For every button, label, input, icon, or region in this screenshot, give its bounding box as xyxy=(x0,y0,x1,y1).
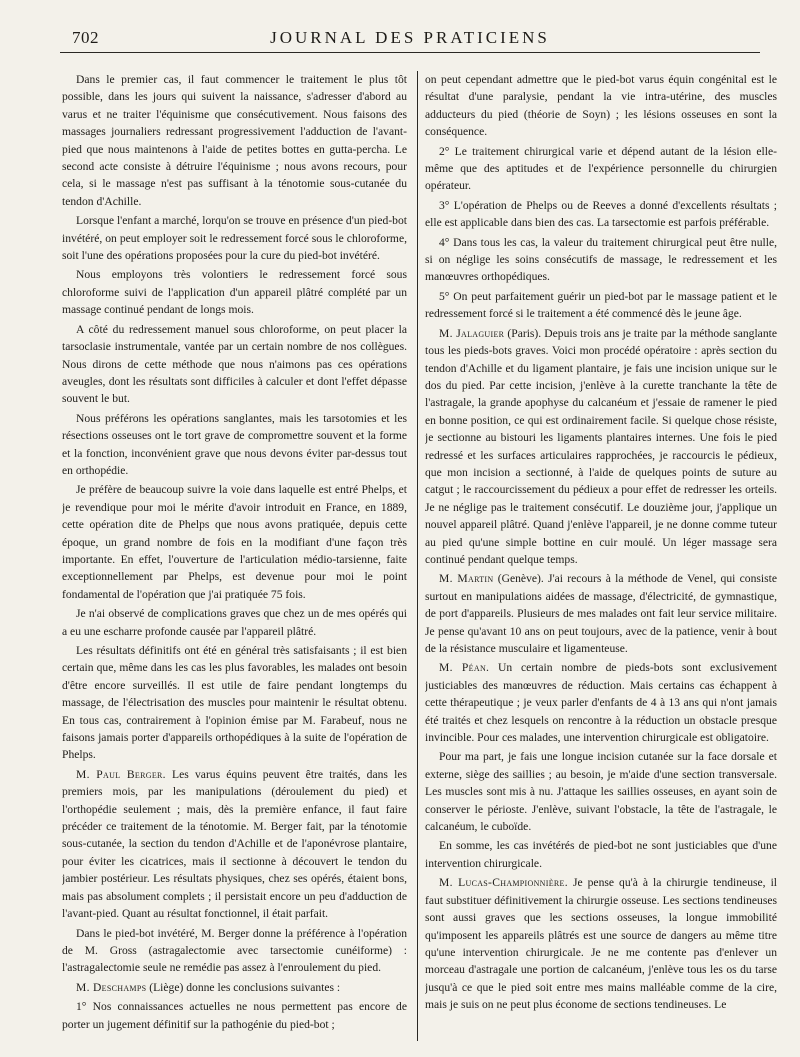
paragraph-text: Un certain nombre de pieds-bots sont exclusivement justiciables des manœuvres de réduction. Mais certains cas échappent à cette thérapeutique ; je veux parler d'enfants de 4 à 13 ans qui n'ont jamais été traités et chez lesquels on rencontre à la réduction un obstacle presque invincible. Pour ces malades, une intervention chirurgicale est obligatoire. xyxy=(425,661,777,745)
paragraph: 3° L'opération de Phelps ou de Reeves a donné d'excellents résultats ; elle est applicable dans bien des cas. La tarsectomie est parfois préférable. xyxy=(425,198,777,230)
left-column xyxy=(62,71,407,1046)
paragraph: Dans le pied-bot invétéré, M. Berger donne la préférence à l'opération de M. Gross (astragalectomie avec tarsectomie cunéiforme) : l'astragalectomie seule ne remédie pas assez à l'enroulement du pied. xyxy=(62,926,407,975)
paragraph: Je n'ai observé de complications graves que chez un de mes opérés qui a eu une escharre profonde causée par l'appareil plâtré. xyxy=(62,607,407,638)
paragraph-text: (Liège) donne les conclusions suivantes : xyxy=(146,980,341,994)
paragraph: 2° Le traitement chirurgical varie et dépend autant de la lésion elle-même que des aptitudes et de l'expérience personnelle du chirurgien opérateur. xyxy=(425,144,777,193)
paragraph xyxy=(62,766,407,923)
speaker-name: M. Martin xyxy=(439,572,494,586)
paragraph: En somme, les cas invétérés de pied-bot ne sont justiciables que d'une intervention chirurgicale. xyxy=(425,839,777,870)
paragraph: Dans le premier cas, il faut commencer le traitement le plus tôt possible, dans les jours qui suivent la naissance, s'adresser d'abord au varus et ne traiter l'équinisme que consécutivement. Nous faisons des massages journaliers redressant progressivement l'adduction de l'avant-pied que nous maintenons à l'aide de petites bottes en gutta-percha. Le second acte consiste à détruire l'équinisme ; nous avons recours, pour cela, si le massage n'est pas suffisant à la ténotomie sous-cutanée du tendon d'Achille. xyxy=(62,73,407,208)
paragraph xyxy=(425,659,777,746)
paragraph xyxy=(62,979,407,996)
speaker-name: M. Jalaguier xyxy=(439,326,505,340)
column-divider xyxy=(417,71,418,1041)
speaker-name: M. Péan. xyxy=(439,661,490,675)
paragraph: on peut cependant admettre que le pied-bot varus équin congénital est le résultat d'une paralysie, pendant la vie intra-utérine, des muscles adducteurs du pied (théorie de Soyn) ; les lésions osseuses en sont la conséquence. xyxy=(425,73,777,139)
paragraph-text: Je pense qu'à à la chirurgie tendineuse, il faut substituer définitivement la chirurgie osseuse. Les sections tendineuses sont aussi graves que les sections osseuses, la longue immobilité qu'imposent les appareils plâtrés est une source de dangers au même titre qu'une intervention chirurgicale. Je ne me contente pas d'enlever un morceau d'astragale une portion de calcanéum, j'enlève tous les os du tarse jusqu'à ce que le pied soit entre mes mains malléable comme de la cire, mais je suis on ne peut plus économe de sections tendineuses. Le xyxy=(425,876,777,1012)
paragraph-text: Les varus équins peuvent être traités, dans les premiers mois, par les manipulations (déroulement du pied) et l'orthopédie seulement ; mais, dès la première enfance, il faut faire précéder ce traitement de la ténotomie. M. Berger fait, par la ténotomie sous-cutanée, la section du tendon d'Achille et de l'aponévrose plantaire, pour éviter les cicatrices, mais il sectionne à découvert le tendon du jambier postérieur. Les résultats physiques, chez ses opérés, étaient bons, mais pas absolument complets ; il persistait encore un peu d'adduction de l'avant-pied. Quant au résultat fonctionnel, il était parfait. xyxy=(62,767,407,921)
page-number: 702 xyxy=(72,28,99,47)
paragraph xyxy=(425,570,777,657)
paragraph: Pour ma part, je fais une longue incision cutanée sur la face dorsale et externe, siège des saillies ; au besoin, je m'aide d'une section transversale. Les muscles sont mis à nu. J'attaque les saillies osseuses, en ayant soin de conserver le périoste. J'enlève, suivant l'obstacle, la tête de l'astragale, le calcanéum, le cuboïde. xyxy=(425,750,777,834)
paragraph xyxy=(425,325,777,569)
paragraph: Nous préférons les opérations sanglantes, mais les tarsotomies et les résections osseuses ont le tort grave de compromettre souvent et la forme et la fonction, inconvénient grave que nous devons éviter par-dessus tout en orthopédie. xyxy=(62,411,407,477)
paragraph xyxy=(425,874,777,1013)
speaker-name: M. Deschamps xyxy=(76,980,147,994)
running-title: JOURNAL DES PRATICIENS xyxy=(270,28,550,47)
paragraph: Nous employons très volontiers le redressement forcé sous chloroforme suivi de l'application d'un appareil plâtré complété par un massage continué pendant de longs mois. xyxy=(62,268,407,317)
paragraph: 5° On peut parfaitement guérir un pied-bot par le massage patient et le redressement forcé si le traitement a été commencé dès le jeune âge. xyxy=(425,289,777,321)
paragraph: Les résultats définitifs ont été en général très satisfaisants ; il est bien certain que, même dans les cas les plus favorables, les malades ont besoin d'être encore surveillés. Il est utile de faire pendant longtemps du massage, de l'électrisation des muscles pour maintenir le résultat obtenu. En tous cas, contrairement à l'opinion émise par M. Farabeuf, nous ne faisons jamais porter d'appareils orthopédiques à la suite de l'opération de Phelps. xyxy=(62,644,407,762)
paragraph: 4° Dans tous les cas, la valeur du traitement chirurgical peut être nulle, si on néglige les soins consécutifs de massage, le redressement et les manœuvres orthopédiques. xyxy=(425,235,777,284)
right-column xyxy=(425,71,777,1046)
speaker-name: M. Paul Berger. xyxy=(76,767,166,781)
paragraph-text: (Paris). Depuis trois ans je traite par la méthode sanglante tous les pieds-bots graves. Voici mon procédé opératoire : après section du tendon d'Achille et du ligament plantaire, je fais une incision unique sur le dos du pied. Par cette incision, j'enlève à la curette tranchante la tête de l'astragale, la grande apophyse du calcanéum et j'essaie de ramener le pied en bonne position, ce qui est ordinairement facile. Si quelque chose résiste, je sectionne au bistouri les ligaments plantaires internes. Une fois le pied redressé et les surfaces articulaires rapprochées, je raccourcis le pédieux, que mon incision a sectionné, à l'aide de quelques points de suture au catgut ; le raccourcissement du pédieux a pour effet de redresser les orteils. Je ne néglige pas le traitement consécutif. Le douzième jour, j'applique un nouvel appareil plâtré. Quand j'enlève l'appareil, je ne donne comme tuteur au pied qu'une simple bottine en cuir moulé. Un léger massage sera continué pendant quelque temps. xyxy=(425,326,777,566)
page-header xyxy=(60,24,760,53)
paragraph: A côté du redressement manuel sous chloroforme, on peut placer la tarsoclasie instrumentale, vantée par un certain nombre de nos collègues. Nous dirons de cette méthode que nous n'aimons pas ces opérations aveugles, dont les résultats sont difficiles à calculer et dont l'effet dépasse souvent le but. xyxy=(62,322,407,406)
speaker-name: M. Lucas-Championnière. xyxy=(439,876,568,890)
paragraph: 1° Nos connaissances actuelles ne nous permettent pas encore de porter un jugement définitif sur la pathogénie du pied-bot ; xyxy=(62,1000,407,1031)
paragraph: Lorsque l'enfant a marché, lorqu'on se trouve en présence d'un pied-bot invétéré, on peut employer soit le redressement forcé sous le chloroforme, soit l'une des opérations proposées pour la cure du pied-bot invétéré. xyxy=(62,214,407,263)
paragraph: Je préfère de beaucoup suivre la voie dans laquelle est entré Phelps, et je revendique pour moi le mérite d'avoir introduit en France, en 1889, cette opération dite de Phelps que nous avons pratiquée, depuis cette époque, un grand nombre de fois en la modifiant d'une façon très importante. En effet, l'ouverture de l'articulation médio-tarsienne, faite exceptionnellement par Phelps, est devenue pour moi le point fondamental de l'opération que j'ai pratiquée 75 fois. xyxy=(62,483,407,601)
paragraph-text: (Genève). J'ai recours à la méthode de Venel, qui consiste surtout en manipulations aidées de massage, d'électricité, de gymnastique, de port d'appareils. Plusieurs de mes malades ont fait leur service militaire. Je pense qu'avant 10 ans on peut toujours, avec de la patience, venir à bout de la résistance musculaire et ligamenteuse. xyxy=(425,572,777,655)
